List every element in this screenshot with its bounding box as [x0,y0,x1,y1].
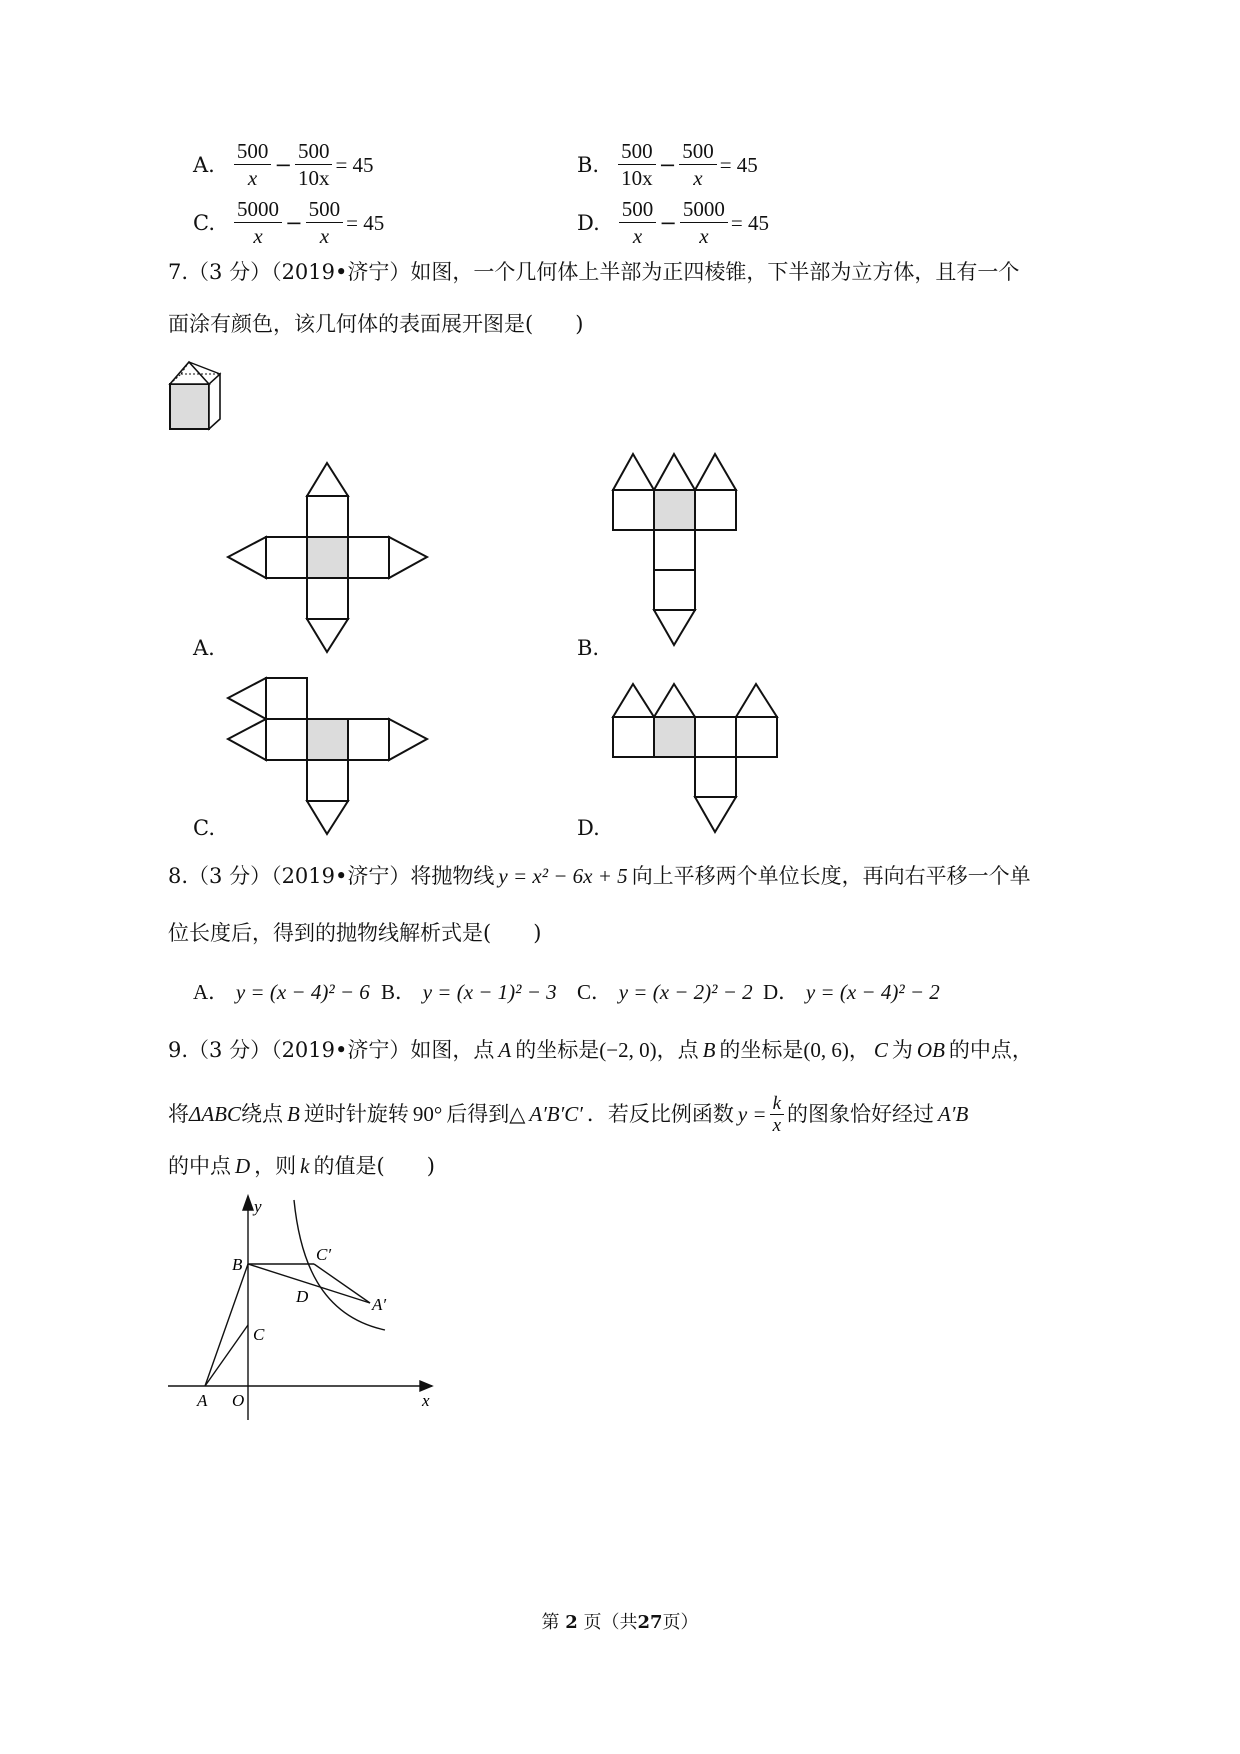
fraction: $\frac{k}{x}$ [770,1093,784,1136]
net-square [613,717,654,757]
q8-text-line2: 位长度后，得到的抛物线解析式是( ) [168,921,542,945]
q8-option-c: C． y = (x − 2)² − 2 [577,980,753,1004]
x-axis-arrow [420,1381,432,1391]
net-triangle [654,454,695,490]
q7-text-line1: 7.（3 分）（2019•济宁）如图，一个几何体上半部为正四棱锥，下半部为立方体，且有一个 [168,260,1020,284]
equation-rhs: = 45 [730,210,769,235]
fraction: $\frac{5000}{x}$ [680,196,728,249]
q8-option-d: D． y = (x − 4)² − 2 [763,980,940,1004]
axis-label-x: x [422,1391,430,1410]
net-shaded-square [654,490,695,530]
net-triangle [389,719,427,760]
page-footer: 第 2 页（共27页） [541,1612,699,1633]
q7-net-d [608,680,783,836]
q6-option-b [577,138,758,191]
net-triangle [228,678,266,719]
net-shaded-square [307,537,348,578]
cube-front-face [170,384,209,429]
net-square [266,537,307,578]
q8-option-b: B． y = (x − 1)² − 3 [381,980,557,1004]
fraction: $\frac{5000}{x}$ [234,196,282,249]
net-triangle [654,684,695,717]
option-label: C. [193,210,215,235]
net-triangle [307,801,348,834]
q6-option-a [193,138,374,191]
minus-sign: − [285,210,303,235]
q9-text-line1: 9.（3 分）（2019•济宁）如图，点 A 的坐标是(−2, 0)，点 B 的坐标是(0, 6)， C 为 OB 的中点， [168,1038,1033,1062]
y-axis-arrow [243,1196,253,1210]
option-label: A. [193,152,215,177]
minus-sign: − [274,152,292,177]
q7-text-line2: 面涂有颜色，该几何体的表面展开图是( ) [168,312,584,336]
net-triangle [307,463,348,496]
net-square [348,719,389,760]
net-square [613,490,654,530]
fraction: $\frac{500}{x}$ [619,196,657,249]
q7-solid-figure [165,358,227,434]
net-triangle [695,797,736,832]
equation-rhs: = 45 [719,152,758,177]
q6-option-c [193,196,384,249]
minus-sign: − [659,210,677,235]
point-label-a-prime: A′ [372,1295,387,1314]
q7-net-a [225,460,430,656]
net-triangle [307,619,348,652]
q9-coordinate-figure [160,1190,445,1420]
q7-option-b-label: B. [577,636,600,660]
net-triangle [228,719,266,760]
q7-net-c [225,676,430,838]
q8-option-a: A． y = (x − 4)² − 6 [193,980,370,1004]
fraction: $\frac{500}{x}$ [679,138,717,191]
net-square [736,717,777,757]
net-square [307,760,348,801]
net-triangle [613,684,654,717]
net-square [266,678,307,719]
net-square [348,537,389,578]
minus-sign: − [658,152,677,177]
q7-net-b [608,450,743,650]
fraction: $\frac{500}{10x}$ [618,138,656,191]
point-label-d: D [296,1287,309,1306]
segment-ab [205,1264,248,1386]
q7-option-c-label: C. [193,816,215,840]
net-triangle [695,454,736,490]
net-square [654,530,695,570]
net-triangle [613,454,654,490]
net-shaded-square [654,717,695,757]
net-shaded-square [307,719,348,760]
q8-text-line1: 8.（3 分）（2019•济宁）将抛物线 y = x² − 6x + 5 向上平移两个单位长度，再向右平移一个单 [168,864,1031,888]
point-label-c: C [253,1325,265,1344]
segment-ba-prime [248,1264,370,1303]
fraction: $\frac{500}{x}$ [234,138,272,191]
net-square [695,757,736,797]
net-triangle [228,537,266,578]
point-label-o: O [232,1391,245,1410]
q6-option-d [577,196,769,249]
equation-rhs: = 45 [335,152,374,177]
net-triangle [389,537,427,578]
net-triangle [736,684,777,717]
q8-equation: y = x² − 6x + 5 [498,864,628,888]
equation-rhs: = 45 [346,210,385,235]
point-label-c-prime: C′ [316,1245,332,1264]
net-square [307,496,348,537]
axis-label-y: y [254,1197,262,1216]
fraction: $\frac{500}{10x}$ [295,138,333,191]
option-label: B. [577,152,600,177]
q7-option-d-label: D. [577,816,600,840]
fraction: $\frac{500}{x}$ [306,196,344,249]
option-label: D. [577,210,600,235]
segment-c-prime-a-prime [314,1264,370,1303]
q7-option-a-label: A. [193,636,215,660]
net-square [695,490,736,530]
net-square [307,578,348,619]
q9-text-line3: 的中点 D ，则 k 的值是( ) [168,1154,435,1178]
net-square [654,570,695,610]
point-label-a: A [197,1391,208,1410]
q9-text-line2: 将 ΔABC 绕点 B 逆时针旋转 90° 后得到△ A′B′C′ ．若反比例函数 y = $\frac{k}{x}$ 的图象恰好经过 A′B [168,1092,969,1136]
net-triangle [654,610,695,645]
net-square [266,719,307,760]
segment-ac [205,1325,248,1386]
net-square [695,717,736,757]
point-label-b: B [232,1255,243,1274]
